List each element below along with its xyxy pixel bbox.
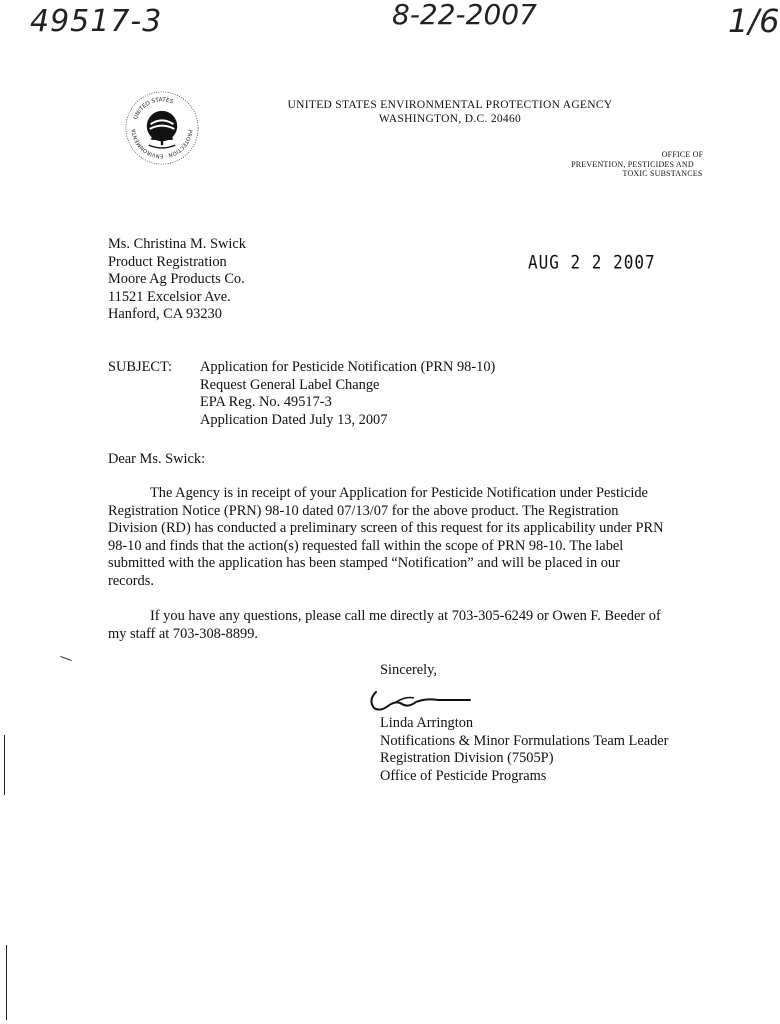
office-line: PREVENTION, PESTICIDES AND bbox=[571, 159, 694, 169]
office-line: OFFICE OF bbox=[661, 150, 704, 159]
paragraph-line: Registration Notice (PRN) 98-10 dated 07/13/07 for the above product. The Registration bbox=[108, 502, 619, 519]
handwritten-reg-number: 49517-3 bbox=[30, 4, 163, 39]
signer-name: Linda Arrington bbox=[380, 715, 474, 731]
epa-seal-logo bbox=[124, 90, 200, 166]
agency-letterhead bbox=[280, 98, 620, 126]
recipient-line: Product Registration bbox=[108, 253, 227, 270]
salutation: Dear Ms. Swick: bbox=[108, 451, 206, 467]
paragraph-line: my staff at 703-308-8899. bbox=[108, 625, 259, 642]
scan-edge-line bbox=[60, 656, 72, 661]
signer-division: Registration Division (7505P) bbox=[380, 750, 554, 766]
recipient-line: Moore Ag Products Co. bbox=[108, 271, 245, 287]
body-paragraph-1 bbox=[108, 485, 708, 590]
svg-text:PROTECTION · ENVIRONMENTAL: PROTECTION · ENVIRONMENTA bbox=[131, 128, 193, 159]
office-block bbox=[540, 150, 725, 179]
date-stamp: AUG 2 2 2007 bbox=[528, 251, 656, 273]
signer-block bbox=[380, 715, 668, 785]
paragraph-line: records. bbox=[108, 572, 154, 589]
paragraph-line: If you have any questions, please call me directly at 703-305-6249 or Owen F. Beeder of bbox=[150, 608, 661, 624]
svg-text:UNITED STATES: UNITED STATES bbox=[132, 97, 174, 121]
scan-edge-line bbox=[6, 945, 7, 1020]
paragraph-line: Division (RD) has conducted a preliminary screen of this request for its applicability under PRN bbox=[108, 520, 664, 536]
agency-name: UNITED STATES ENVIRONMENTAL PROTECTION AGENCY bbox=[287, 99, 613, 111]
subject-label: SUBJECT: bbox=[108, 359, 173, 375]
subject-lines bbox=[200, 359, 495, 429]
paragraph-line: The Agency is in receipt of your Application for Pesticide Notification under Pesticide bbox=[150, 485, 648, 501]
scan-edge-line bbox=[4, 735, 5, 795]
handwritten-date: 8-22-2007 bbox=[392, 0, 537, 31]
recipient-line: 11521 Excelsior Ave. bbox=[108, 288, 231, 305]
office-line: TOXIC SUBSTANCES bbox=[622, 169, 703, 178]
subject-line: EPA Reg. No. 49517-3 bbox=[200, 394, 332, 410]
subject-line: Application for Pesticide Notification (PRN 98-10) bbox=[200, 359, 496, 375]
recipient-address bbox=[108, 236, 246, 324]
closing: Sincerely, bbox=[380, 662, 438, 678]
signer-title: Notifications & Minor Formulations Team Leader bbox=[380, 732, 669, 749]
recipient-line: Ms. Christina M. Swick bbox=[108, 236, 246, 252]
agency-city: WASHINGTON, D.C. 20460 bbox=[378, 113, 522, 125]
signer-office: Office of Pesticide Programs bbox=[380, 767, 547, 784]
subject-line: Request General Label Change bbox=[200, 376, 380, 393]
handwritten-signature bbox=[366, 686, 476, 716]
subject-line: Application Dated July 13, 2007 bbox=[200, 411, 388, 428]
paragraph-line: submitted with the application has been stamped “Notification” and will be placed in our bbox=[108, 555, 620, 571]
recipient-line: Hanford, CA 93230 bbox=[108, 306, 222, 322]
body-paragraph-2 bbox=[108, 608, 708, 643]
handwritten-page-mark: 1/6 bbox=[728, 2, 780, 40]
paragraph-line: 98-10 and finds that the action(s) requested fall within the scope of PRN 98-10. The label bbox=[108, 537, 624, 554]
